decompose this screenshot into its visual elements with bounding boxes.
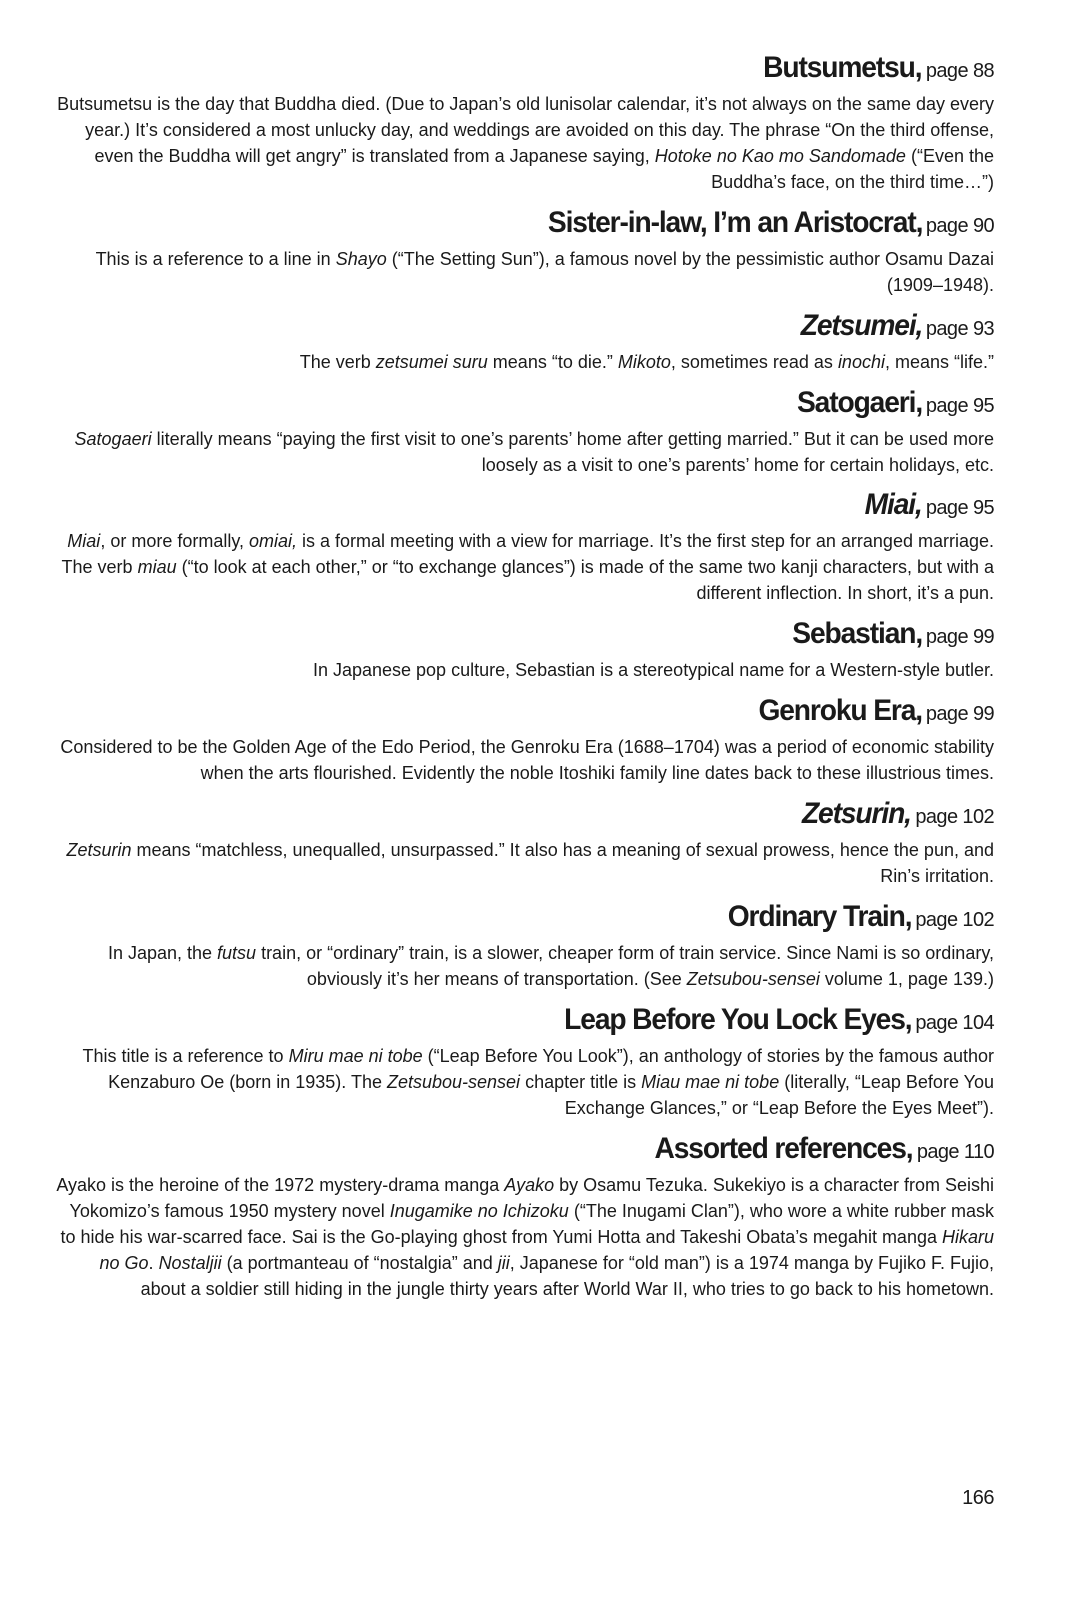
entry-title: Zetsurin, <box>802 797 912 830</box>
text-run: The verb <box>299 352 376 372</box>
italic-term: Nostaljii <box>158 1253 222 1273</box>
entry-text <box>52 1043 994 1121</box>
entry-sebastian <box>52 616 994 683</box>
italic-term: Inugamike no Ichizoku <box>389 1201 569 1221</box>
text-run: (“Even the Buddha’s face, on the third time…”) <box>711 146 994 192</box>
italic-term: Miru mae ni tobe <box>288 1046 423 1066</box>
entry-text <box>52 349 994 375</box>
entry-heading <box>52 1131 994 1172</box>
entry-title: Ordinary Train, <box>727 900 912 933</box>
entry-ordinary-train <box>52 899 994 992</box>
entry-assorted-references <box>52 1131 994 1302</box>
entry-heading <box>52 693 994 734</box>
italic-term: Miau mae ni tobe <box>641 1072 780 1092</box>
text-run: means “matchless, unequalled, unsurpassed.” It also has a meaning of sexual prowess, hence the pun, and Rin’s irritation. <box>131 840 994 886</box>
entry-page-ref: page 99 <box>925 626 994 648</box>
entry-text <box>52 426 994 478</box>
entry-text <box>52 528 994 606</box>
entry-butsumetsu <box>52 50 994 193</box>
entry-page-ref: page 93 <box>925 318 994 340</box>
italic-term: Miai <box>67 531 101 551</box>
italic-term: jii <box>497 1253 510 1273</box>
entry-title: Satogaeri, <box>796 386 922 419</box>
entry-text <box>52 940 994 992</box>
text-run: In Japan, the <box>107 943 218 963</box>
text-run: In Japanese pop culture, Sebastian is a stereotypical name for a Western-style butler. <box>312 660 994 680</box>
italic-term: omiai, <box>249 531 298 551</box>
text-run: (literally, “Leap Before You Exchange Glances,” or “Leap Before the Eyes Meet”). <box>564 1072 994 1118</box>
entry-page-ref: page 102 <box>915 909 994 931</box>
entry-page-ref: page 99 <box>925 703 994 725</box>
entry-page-ref: page 88 <box>925 60 994 82</box>
text-run: Considered to be the Golden Age of the Edo Period, the Genroku Era (1688–1704) was a period of economic stability when the arts flourished. Evidently the noble Itoshiki family line dates back to these illustrious times. <box>60 737 994 783</box>
entry-title: Butsumetsu, <box>763 51 922 84</box>
entry-heading <box>52 308 994 349</box>
text-run: by Osamu Tezuka. Sukekiyo is a character from Seishi Yokomizo’s famous 1950 mystery novel <box>69 1175 994 1221</box>
text-run: volume 1, page 139.) <box>819 969 994 989</box>
text-run: This is a reference to a line in <box>95 249 336 269</box>
entry-heading <box>52 487 994 528</box>
text-run: means “to die.” <box>487 352 618 372</box>
text-run: This title is a reference to <box>82 1046 289 1066</box>
italic-term: zetsumei suru <box>375 352 488 372</box>
entry-heading <box>52 1002 994 1043</box>
entry-satogaeri <box>52 385 994 478</box>
entry-title: Miai, <box>864 488 922 521</box>
entry-page-ref: page 90 <box>925 215 994 237</box>
entry-heading <box>52 205 994 246</box>
entry-miai <box>52 487 994 606</box>
italic-term: Ayako <box>504 1175 555 1195</box>
text-run: (“to look at each other,” or “to exchange glances”) is made of the same two kanji characters, but with a different inflection. In short, it’s a pun. <box>176 557 994 603</box>
entry-page-ref: page 95 <box>925 395 994 417</box>
entry-leap-before-you-lock-eyes <box>52 1002 994 1121</box>
glossary-page <box>52 50 994 1302</box>
entry-text <box>52 734 994 786</box>
entry-zetsurin <box>52 796 994 889</box>
entry-title: Zetsumei, <box>800 309 922 342</box>
entry-title: Assorted references, <box>654 1132 913 1165</box>
entry-heading <box>52 385 994 426</box>
text-run: literally means “paying the first visit to one’s parents’ home after getting married.” But it can be used more loosely as a visit to one’s parents’ home for certain holidays, etc. <box>151 429 994 475</box>
entry-title: Genroku Era, <box>758 694 922 727</box>
text-run: train, or “ordinary” train, is a slower, cheaper form of train service. Since Nami is so ordinary, obviously it’s her means of transportation. (See <box>256 943 994 989</box>
italic-term: Mikoto <box>617 352 671 372</box>
entry-zetsumei <box>52 308 994 375</box>
entry-genroku-era <box>52 693 994 786</box>
entry-text <box>52 246 994 298</box>
text-run: (a portmanteau of “nostalgia” and <box>221 1253 498 1273</box>
entry-text <box>52 657 994 683</box>
italic-term: Satogaeri <box>74 429 152 449</box>
page-number: 166 <box>962 1487 994 1509</box>
italic-term: Hotoke no Kao mo Sandomade <box>654 146 906 166</box>
entry-page-ref: page 95 <box>925 497 994 519</box>
text-run: Butsumetsu is the day that Buddha died. (Due to Japan’s old lunisolar calendar, it’s not always on the same day every year.) It’s considered a most unlucky day, and weddings are avoided on this day. The phrase “On the third offense, even the Buddha will get angry” is translated from a Japanese saying, <box>57 94 994 166</box>
text-run: , or more formally, <box>100 531 250 551</box>
text-run: . <box>148 1253 159 1273</box>
entry-page-ref: page 102 <box>915 806 994 828</box>
entry-sister-in-law <box>52 205 994 298</box>
entry-text <box>52 837 994 889</box>
entry-page-ref: page 110 <box>916 1141 994 1163</box>
text-run: , sometimes read as <box>670 352 838 372</box>
entry-heading <box>52 50 994 91</box>
entry-heading <box>52 796 994 837</box>
entry-page-ref: page 104 <box>915 1012 994 1034</box>
entry-title: Sister-in-law, I’m an Aristocrat, <box>547 206 922 239</box>
italic-term: Zetsubou-sensei <box>386 1072 521 1092</box>
italic-term: Zetsubou-sensei <box>686 969 820 989</box>
entry-text <box>52 1172 994 1302</box>
italic-term: miau <box>137 557 177 577</box>
italic-term: futsu <box>217 943 257 963</box>
text-run: (“Leap Before You Look”), an anthology of stories by the famous author Kenzaburo Oe (born in 1935). The <box>108 1046 994 1092</box>
entry-title: Leap Before You Lock Eyes, <box>564 1003 912 1036</box>
text-run: , means “life.” <box>884 352 994 372</box>
entry-heading <box>52 899 994 940</box>
italic-term: inochi <box>837 352 885 372</box>
text-run: (“The Inugami Clan”), who wore a white rubber mask to hide his war-scarred face. Sai is the Go-playing ghost from Yumi Hotta and Takeshi Obata’s megahit manga <box>60 1201 994 1247</box>
italic-term: Shayo <box>335 249 387 269</box>
italic-term: Hikaru no Go <box>99 1227 994 1273</box>
text-run: , Japanese for “old man”) is a 1974 manga by Fujiko F. Fujio, about a soldier still hiding in the jungle thirty years after World War II, who tries to go back to his hometown. <box>140 1253 994 1299</box>
text-run: chapter title is <box>520 1072 642 1092</box>
entry-heading <box>52 616 994 657</box>
text-run: is a formal meeting with a view for marriage. It’s the first step for an arranged marriage. The verb <box>61 531 994 577</box>
text-run: (“The Setting Sun”), a famous novel by the pessimistic author Osamu Dazai (1909–1948). <box>386 249 994 295</box>
text-run: Ayako is the heroine of the 1972 mystery-drama manga <box>56 1175 505 1195</box>
italic-term: Zetsurin <box>66 840 132 860</box>
entry-title: Sebastian, <box>792 617 922 650</box>
entry-text <box>52 91 994 195</box>
